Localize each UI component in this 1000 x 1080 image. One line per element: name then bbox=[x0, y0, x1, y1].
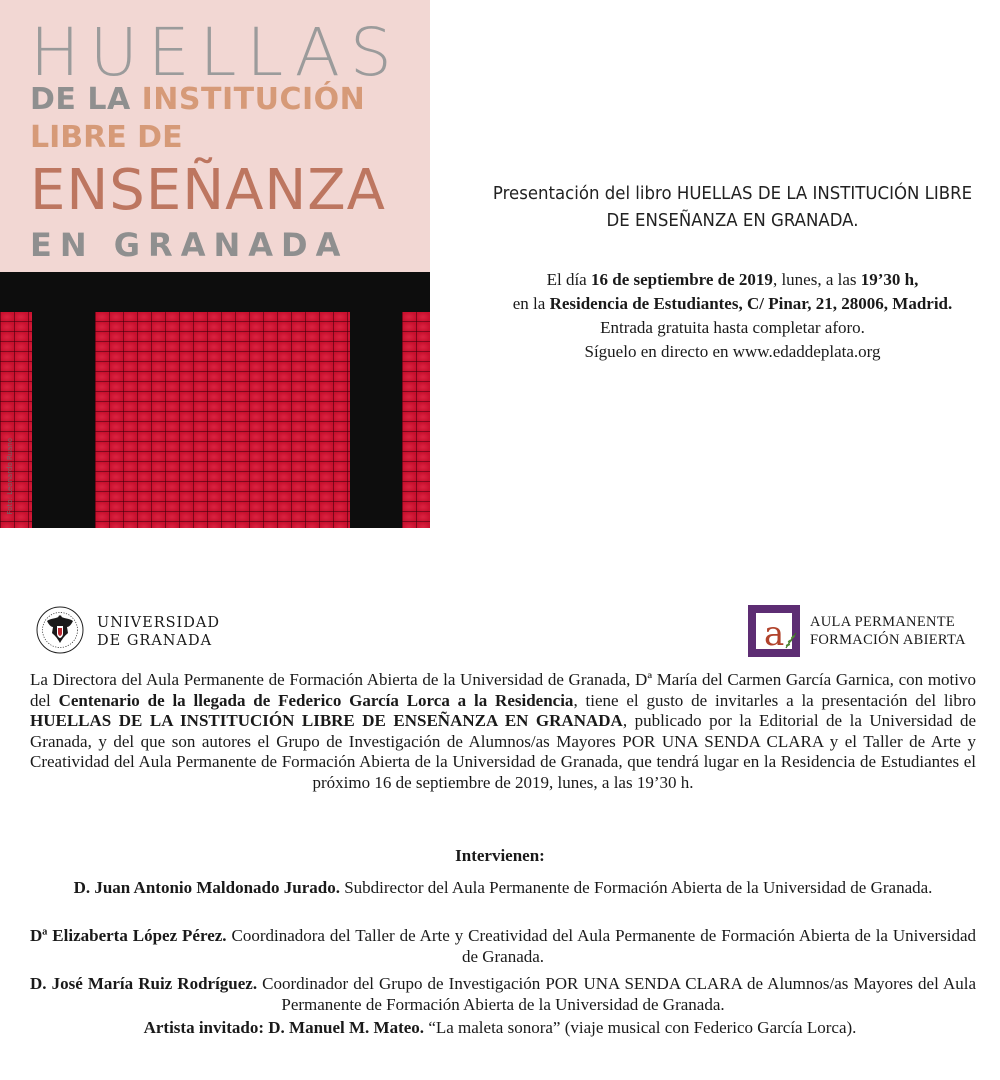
cover-title-area bbox=[0, 0, 430, 272]
cover-title-libre-de: LIBRE DE bbox=[30, 120, 183, 155]
aula-line1: AULA PERMANENTE bbox=[810, 614, 956, 630]
speaker-item bbox=[30, 926, 976, 967]
speaker-role: Coordinadora del Taller de Arte y Creatividad del Aula Permanente de Formación Abierta de la Universidad de Granada. bbox=[226, 926, 976, 966]
red-cobblestones-left bbox=[0, 312, 32, 528]
ugr-line1: UNIVERSIDAD bbox=[97, 615, 220, 631]
speaker-name: D. José María Ruiz Rodríguez. bbox=[30, 974, 258, 993]
book-cover bbox=[0, 0, 430, 528]
intro-part1: La Directora del Aula Permanente de Formación Abierta de la Universidad de Granada, Dª María del Carmen García Garnica, con motivo del bbox=[30, 670, 976, 710]
event-title bbox=[486, 180, 978, 234]
event-time: 19’30 h, bbox=[860, 270, 919, 289]
ugr-wordmark bbox=[97, 614, 220, 650]
cover-title-line2 bbox=[30, 82, 365, 117]
cover-title-granada: EN GRANADA bbox=[30, 226, 349, 264]
guest-artist bbox=[0, 1018, 1000, 1039]
speaker-item bbox=[30, 974, 976, 1015]
intro-book-title: HUELLAS DE LA INSTITUCIÓN LIBRE DE ENSEÑANZA EN GRANADA bbox=[30, 711, 623, 730]
invitation-paragraph bbox=[30, 670, 976, 793]
speaker-name: D. Juan Antonio Maldonado Jurado. bbox=[73, 878, 340, 897]
aula-line2: FORMACIÓN ABIERTA bbox=[810, 632, 966, 648]
event-date: 16 de septiembre de 2019 bbox=[590, 270, 773, 289]
artist-text: “La maleta sonora” (viaje musical con Federico García Lorca). bbox=[424, 1018, 857, 1037]
olive-branch-icon bbox=[784, 631, 798, 649]
cover-title-institucion: INSTITUCIÓN bbox=[141, 82, 366, 117]
cover-photo bbox=[0, 272, 430, 528]
place-prefix: en la bbox=[512, 294, 550, 313]
intro-part3: , publicado por la Editorial de la Universidad de Granada, y del que son autores el Grupo de Investigación de Alumnos/as Mayores POR UNA SENDA CLARA y el Taller de Arte y Creatividad del Aula Permanente de Formación Abierta de la Universidad de Granada, que tendrá lugar en la Residencia de Estudiantes el próximo 16 de septiembre de 2019, lunes, a las 19’30 h. bbox=[30, 711, 977, 792]
cover-title-huellas: HUELLAS bbox=[30, 14, 402, 91]
speaker-role: Coordinador del Grupo de Investigación POR UNA SENDA CLARA de Alumnos/as Mayores del Aula Permanente de Formación Abierta de la Universidad de Granada. bbox=[257, 974, 976, 1014]
universidad-granada-logo bbox=[35, 605, 235, 655]
speaker-item bbox=[30, 878, 976, 899]
event-place-line bbox=[465, 292, 1000, 316]
event-entry: Entrada gratuita hasta completar aforo. bbox=[600, 318, 865, 337]
aula-wordmark bbox=[810, 613, 966, 649]
aula-permanente-logo bbox=[748, 605, 988, 657]
university-crest-icon bbox=[35, 605, 85, 655]
date-prefix: El día bbox=[546, 270, 591, 289]
event-date-line bbox=[465, 268, 1000, 292]
aula-letter-icon: a bbox=[764, 614, 785, 654]
cover-title-ensenanza: ENSEÑANZA bbox=[30, 158, 386, 223]
event-details bbox=[465, 268, 1000, 364]
intro-part2: , tiene el gusto de invitarles a la presentación del libro bbox=[573, 690, 976, 710]
intro-centenario: Centenario de la llegada de Federico García Lorca a la Residencia bbox=[58, 690, 574, 710]
cover-title-de-la: DE LA bbox=[30, 82, 131, 117]
ugr-line2: DE GRANADA bbox=[97, 633, 213, 649]
event-title-line2: DE ENSEÑANZA EN GRANADA. bbox=[606, 210, 859, 231]
event-place: Residencia de Estudiantes, C/ Pinar, 21, 28006, Madrid. bbox=[549, 294, 953, 313]
red-cobblestones-right bbox=[402, 312, 430, 528]
event-stream: Síguelo en directo en www.edaddeplata.org bbox=[584, 342, 881, 361]
photo-credit: Foto: Leonardo Ruano bbox=[6, 437, 14, 514]
speaker-name: Dª Elizaberta López Pérez. bbox=[30, 926, 227, 945]
red-cobblestones-center bbox=[95, 312, 350, 528]
event-title-line1: Presentación del libro HUELLAS DE LA INSTITUCIÓN LIBRE bbox=[492, 183, 973, 204]
aula-logo-box bbox=[748, 605, 800, 657]
artist-label: Artista invitado: D. Manuel M. Mateo. bbox=[143, 1018, 425, 1037]
speaker-role: Subdirector del Aula Permanente de Formación Abierta de la Universidad de Granada. bbox=[339, 878, 933, 897]
date-mid: , lunes, a las bbox=[772, 270, 861, 289]
speakers-heading: Intervienen: bbox=[455, 846, 545, 865]
